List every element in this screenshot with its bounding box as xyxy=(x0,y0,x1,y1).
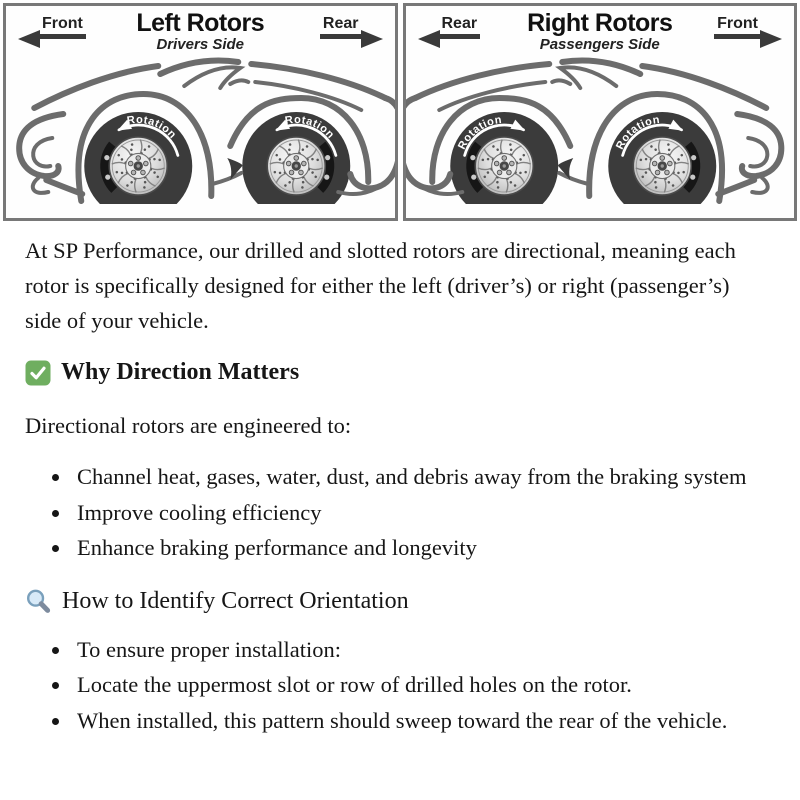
arrow-left-icon xyxy=(418,30,440,48)
direction-label-text: Rear xyxy=(439,15,481,39)
right-car-illustration xyxy=(406,54,795,218)
panel-subtitle: Drivers Side xyxy=(156,36,245,53)
why-bullet-list xyxy=(25,459,772,566)
arrow-right-icon xyxy=(361,30,383,48)
arrow-right-icon xyxy=(760,30,782,48)
direction-label-text: Front xyxy=(714,15,761,39)
left-car-illustration xyxy=(6,54,395,218)
rotor-direction-diagram xyxy=(0,0,800,221)
heading-text: Why Direction Matters xyxy=(61,359,300,385)
list-item: • When installed, this pattern should sweep toward the rear of the vehicle. xyxy=(72,703,772,739)
front-direction-label xyxy=(18,15,86,39)
rotation-label: Rotation xyxy=(613,113,661,152)
left-rotors-panel xyxy=(3,3,398,221)
direction-label-text: Rear xyxy=(320,15,362,39)
arrow-left-icon xyxy=(18,30,40,48)
article xyxy=(0,221,800,738)
panel-title: Left Rotors xyxy=(136,9,265,37)
rotation-label: Rotation xyxy=(284,113,337,142)
rotation-label: Rotation xyxy=(126,113,179,142)
how-bullet-list xyxy=(25,632,772,739)
heading-text: How to Identify Correct Orientation xyxy=(62,588,409,614)
magnifying-glass-icon xyxy=(25,588,53,616)
left-panel-header xyxy=(6,6,395,54)
list-item: • Improve cooling efficiency xyxy=(72,495,772,531)
check-mark-icon xyxy=(25,360,51,386)
list-item: • Enhance braking performance and longevity xyxy=(72,530,772,566)
list-item: • To ensure proper installation: xyxy=(72,632,772,668)
why-direction-matters-heading xyxy=(25,359,772,386)
rotation-label: Rotation xyxy=(455,113,503,152)
rear-direction-label xyxy=(320,15,383,39)
panel-subtitle: Passengers Side xyxy=(539,36,660,53)
right-rotors-panel xyxy=(403,3,798,221)
right-panel-header xyxy=(406,6,795,54)
panel-title: Right Rotors xyxy=(527,9,673,37)
front-direction-label xyxy=(714,15,782,39)
engineered-to-lead: Directional rotors are engineered to: xyxy=(25,413,352,438)
list-item: • Channel heat, gases, water, dust, and debris away from the braking system xyxy=(72,459,772,495)
how-to-identify-heading xyxy=(25,588,772,616)
intro-paragraph: At SP Performance, our drilled and slotted rotors are directional, meaning each rotor is specifically designed for either the left (driver’s) or right (passenger’s) side of your vehicle. xyxy=(25,238,736,333)
direction-label-text: Front xyxy=(39,15,86,39)
list-item: • Locate the uppermost slot or row of drilled holes on the rotor. xyxy=(72,667,772,703)
rear-direction-label xyxy=(418,15,481,39)
